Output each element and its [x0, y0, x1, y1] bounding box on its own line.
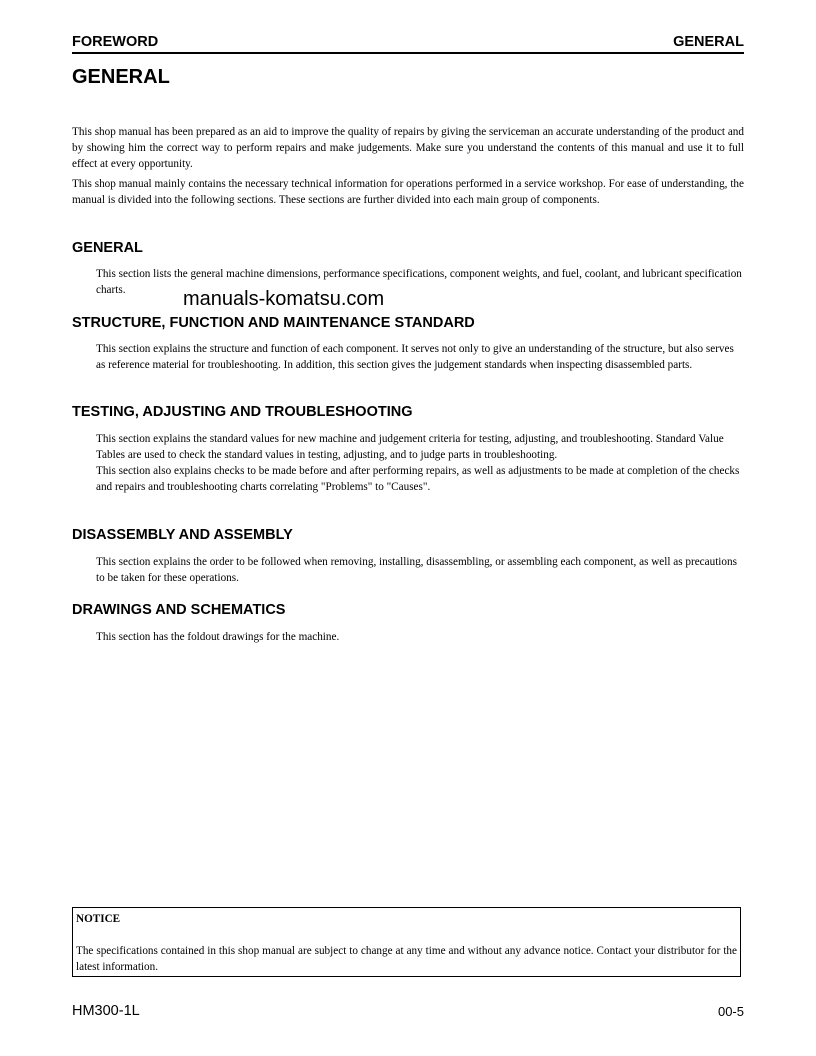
notice-title: NOTICE	[76, 913, 121, 925]
watermark-text: manuals-komatsu.com	[183, 288, 385, 310]
section-body-disassembly	[96, 554, 744, 586]
section-text: This section explains the standard values for new machine and judgement criteria for testing, adjusting, and troubleshooting. Standard Value Tables are used to check the standard values in testing, adjusting, and to judge parts in troubleshooting.	[96, 433, 724, 461]
section-heading-disassembly: DISASSEMBLY AND ASSEMBLY	[72, 527, 293, 543]
header-chapter: FOREWORD	[72, 34, 159, 50]
section-text: This section explains the structure and function of each component. It serves not only to give an understanding of the structure, but also serves as reference material for troubleshooting. In addition, this section gives the judgement standards when inspecting disassembled parts.	[96, 343, 734, 371]
section-heading-testing: TESTING, ADJUSTING AND TROUBLESHOOTING	[72, 404, 413, 420]
page-header	[72, 34, 744, 54]
header-section: GENERAL	[673, 34, 744, 50]
section-text: This section also explains checks to be made before and after performing repairs, as well as adjustments to be made at completion of the checks and repairs and troubleshooting charts correlating "Problems" to "Causes".	[96, 465, 740, 493]
section-heading-drawings: DRAWINGS AND SCHEMATICS	[72, 602, 286, 618]
section-heading-structure: STRUCTURE, FUNCTION AND MAINTENANCE STANDARD	[72, 315, 475, 331]
section-body-testing	[96, 431, 744, 495]
section-text: This section explains the order to be followed when removing, installing, disassembling, or assembling each component, as well as precautions to be taken for these operations.	[96, 556, 737, 584]
section-text: This section lists the general machine dimensions, performance specifications, component weights, and fuel, coolant, and lubricant specification charts.	[96, 268, 742, 296]
section-body-drawings	[96, 629, 744, 645]
section-text: This section has the foldout drawings for the machine.	[96, 631, 340, 643]
page-title: GENERAL	[72, 66, 170, 88]
footer-page-number: 00-5	[717, 1004, 744, 1019]
section-heading-general: GENERAL	[72, 240, 143, 256]
intro-paragraph-1: This shop manual has been prepared as an aid to improve the quality of repairs by giving the serviceman an accurate understanding of the product and by showing him the correct way to perform repairs and make judgements. Make sure you understand the contents of this manual and use it to full effect at every opportunity.	[72, 126, 744, 170]
notice-text: The specifications contained in this shop manual are subject to change at any time and without any advance notice. Contact your distributor for the latest information.	[76, 945, 737, 973]
intro-paragraph-2: This shop manual mainly contains the necessary technical information for operations performed in a service workshop. For ease of understanding, the manual is divided into the following sections. These sections are further divided into each main group of components.	[72, 178, 744, 206]
footer-model: HM300-1L	[72, 1003, 140, 1019]
notice-box	[72, 907, 741, 977]
section-body-structure	[96, 341, 744, 373]
